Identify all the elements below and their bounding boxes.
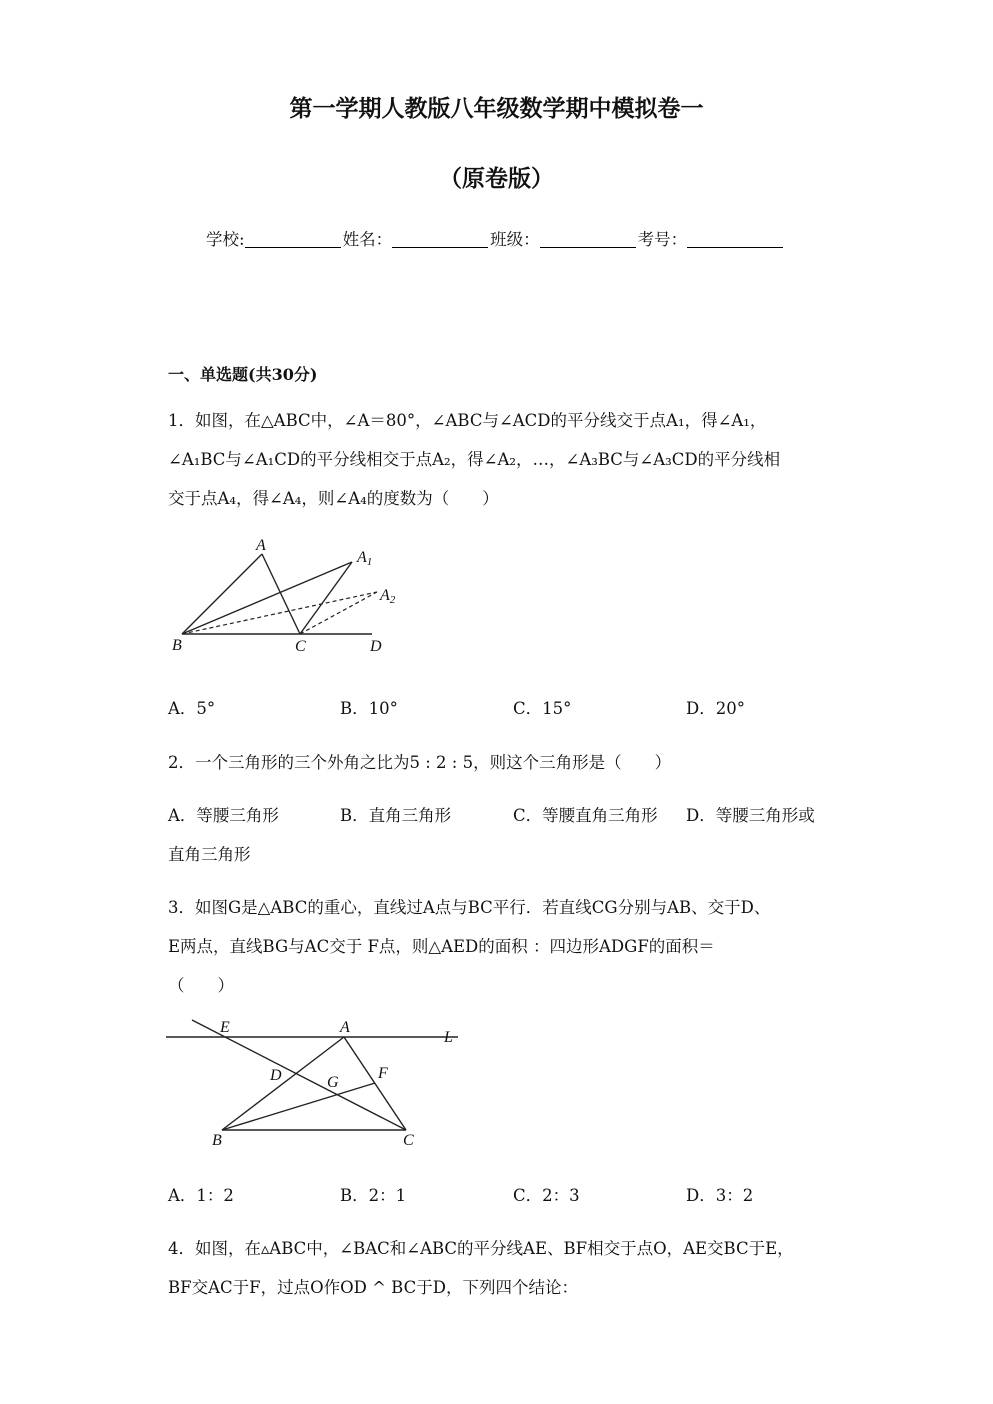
school-label: 学校: bbox=[206, 230, 245, 249]
label-G: G bbox=[327, 1074, 339, 1091]
q3-line-2: E两点，直线BG与AC交于 F点，则△AED的面积 ：四边形ADGF的面积＝ bbox=[168, 937, 715, 956]
name-label: 姓名： bbox=[342, 230, 393, 249]
q2-option-d-wrap: 直角三角形 bbox=[168, 845, 251, 864]
q3-figure bbox=[160, 1010, 470, 1150]
class-label: 班级： bbox=[490, 230, 540, 249]
q3-option-d[interactable]: D．3：2 bbox=[686, 1186, 754, 1205]
q3-option-c[interactable]: C．2：3 bbox=[513, 1186, 580, 1205]
q4-line-2: BF交AC于F，过点O作OD ^ BC于D，下列四个结论： bbox=[168, 1278, 578, 1297]
q2-option-a[interactable]: A．等腰三角形 bbox=[168, 806, 279, 825]
label-E: E bbox=[220, 1019, 230, 1036]
q3-line-1: 3．如图G是△ABC的重心，直线过A点与BC平行．若直线CG分别与AB、交于D、 bbox=[168, 898, 771, 917]
class-blank[interactable] bbox=[540, 231, 636, 248]
q1-option-b[interactable]: B．10° bbox=[340, 699, 398, 718]
line-ac bbox=[262, 554, 300, 634]
label-A: A bbox=[256, 537, 266, 554]
line-ba bbox=[182, 554, 262, 634]
name-blank[interactable] bbox=[392, 231, 488, 248]
q1-figure bbox=[160, 530, 410, 660]
label-F: F bbox=[378, 1065, 388, 1082]
section-heading: 一、单选题(共30分) bbox=[168, 365, 318, 384]
label-C: C bbox=[403, 1132, 414, 1149]
q1-option-a[interactable]: A．5° bbox=[168, 699, 216, 718]
label-A: A bbox=[340, 1019, 350, 1036]
q3-option-b[interactable]: B．2：1 bbox=[340, 1186, 407, 1205]
label-B: B bbox=[172, 637, 182, 654]
q4-line-1: 4．如图，在▵ABC中，∠BAC和∠ABC的平分线AE、BF相交于点O，AE交BC于E， bbox=[168, 1239, 794, 1258]
student-info-row bbox=[206, 226, 785, 250]
line-ca2-dashed bbox=[300, 592, 377, 634]
label-D: D bbox=[270, 1067, 282, 1084]
label-D: D bbox=[370, 638, 382, 655]
exam-no-blank[interactable] bbox=[687, 231, 783, 248]
q1-option-d[interactable]: D．20° bbox=[686, 699, 745, 718]
q1-line-1: 1．如图，在△ABC中，∠A＝80°，∠ABC与∠ACD的平分线交于点A₁，得∠A₁， bbox=[168, 411, 767, 430]
line-bf bbox=[222, 1083, 375, 1130]
q1-option-c[interactable]: C．15° bbox=[513, 699, 572, 718]
label-C: C bbox=[295, 638, 306, 655]
label-A1: A1 bbox=[357, 549, 373, 568]
q3-option-a[interactable]: A．1：2 bbox=[168, 1186, 234, 1205]
q2-option-d[interactable]: D．等腰三角形或 bbox=[686, 806, 815, 825]
line-ba bbox=[222, 1037, 344, 1130]
label-A2: A2 bbox=[380, 587, 396, 606]
q1-line-2: ∠A₁BC与∠A₁CD的平分线相交于点A₂，得∠A₂，…，∠A₃BC与∠A₃CD的平分线相 bbox=[168, 450, 781, 469]
q1-line-3: 交于点A₄，得∠A₄，则∠A₄的度数为（ ） bbox=[168, 489, 499, 508]
document-subtitle: （原卷版） bbox=[439, 166, 554, 192]
q3-line-3: （ ） bbox=[168, 976, 234, 995]
school-blank[interactable] bbox=[245, 231, 341, 248]
exam-no-label: 考号： bbox=[637, 230, 688, 249]
q2-line-1: 2．一个三角形的三个外角之比为5 : 2 : 5，则这个三角形是（ ） bbox=[168, 753, 672, 772]
label-L: L bbox=[444, 1029, 453, 1046]
q2-option-c[interactable]: C．等腰直角三角形 bbox=[513, 806, 658, 825]
q2-option-b[interactable]: B．直角三角形 bbox=[340, 806, 452, 825]
line-ba2-dashed bbox=[182, 592, 377, 634]
document-title: 第一学期人教版八年级数学期中模拟卷一 bbox=[289, 96, 704, 122]
label-B: B bbox=[212, 1132, 222, 1149]
